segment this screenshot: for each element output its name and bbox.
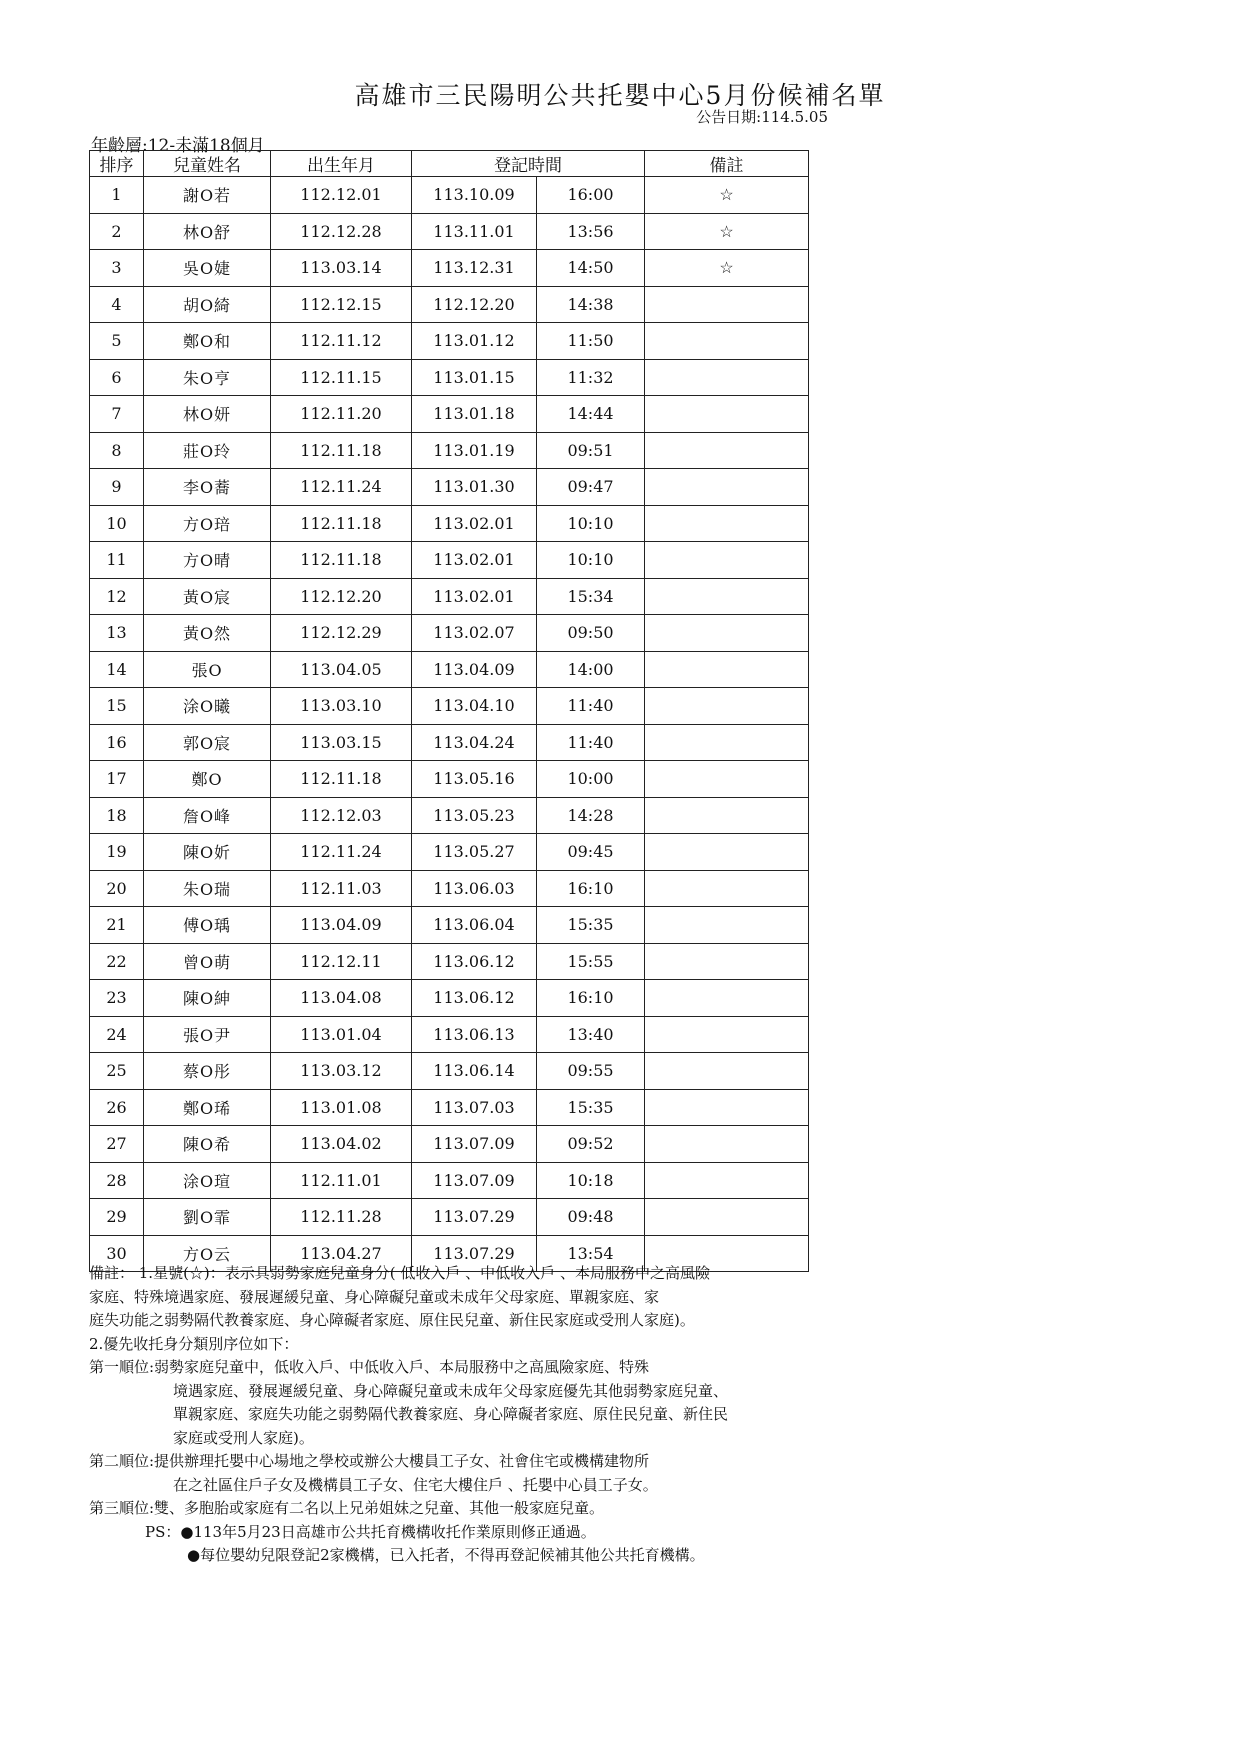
notes-section <box>89 1262 849 1568</box>
table-row <box>90 250 809 287</box>
rank-cell: 5 <box>90 323 144 360</box>
reg-time-cell: 09:52 <box>537 1126 645 1163</box>
table-row <box>90 870 809 907</box>
reg-date-cell: 113.04.10 <box>412 688 537 725</box>
table-row <box>90 1016 809 1053</box>
birth-cell: 113.04.08 <box>271 980 412 1017</box>
table-row <box>90 688 809 725</box>
reg-time-cell: 14:44 <box>537 396 645 433</box>
rank-cell: 19 <box>90 834 144 871</box>
name-cell: 莊O玲 <box>144 432 271 469</box>
note-cell <box>645 870 809 907</box>
birth-cell: 113.03.10 <box>271 688 412 725</box>
reg-date-cell: 113.05.23 <box>412 797 537 834</box>
birth-cell: 113.04.27 <box>271 1235 412 1272</box>
birth-cell: 113.03.12 <box>271 1053 412 1090</box>
reg-date-cell: 113.04.24 <box>412 724 537 761</box>
rank-cell: 28 <box>90 1162 144 1199</box>
reg-time-cell: 09:55 <box>537 1053 645 1090</box>
reg-date-cell: 113.02.01 <box>412 578 537 615</box>
birth-cell: 112.12.20 <box>271 578 412 615</box>
header-birth: 出生年月 <box>271 151 412 177</box>
note-line: 在之社區住戶子女及機構員工子女、住宅大樓住戶 、托嬰中心員工子女。 <box>173 1475 658 1494</box>
note-line: 第三順位:雙、多胞胎或家庭有二名以上兄弟姐妹之兒童、其他一般家庭兒童。 <box>89 1499 605 1517</box>
rank-cell: 29 <box>90 1199 144 1236</box>
birth-cell: 113.04.05 <box>271 651 412 688</box>
name-cell: 陳O紳 <box>144 980 271 1017</box>
reg-date-cell: 113.01.12 <box>412 323 537 360</box>
name-cell: 林O舒 <box>144 213 271 250</box>
birth-cell: 112.11.18 <box>271 505 412 542</box>
reg-time-cell: 10:10 <box>537 542 645 579</box>
name-cell: 朱O亨 <box>144 359 271 396</box>
note-line: 第二順位:提供辦理托嬰中心場地之學校或辦公大樓員工子女、社會住宅或機構建物所 <box>89 1452 650 1470</box>
rank-cell: 7 <box>90 396 144 433</box>
reg-date-cell: 113.06.14 <box>412 1053 537 1090</box>
reg-time-cell: 11:32 <box>537 359 645 396</box>
note-cell <box>645 1016 809 1053</box>
birth-cell: 112.11.18 <box>271 761 412 798</box>
birth-cell: 112.11.01 <box>271 1162 412 1199</box>
name-cell: 劉O霏 <box>144 1199 271 1236</box>
header-registration: 登記時間 <box>412 151 645 177</box>
table-row <box>90 578 809 615</box>
header-name: 兒童姓名 <box>144 151 271 177</box>
reg-date-cell: 113.01.19 <box>412 432 537 469</box>
table-row <box>90 469 809 506</box>
note-line: 庭失功能之弱勢隔代教養家庭、身心障礙者家庭、原住民兒童、新住民家庭或受刑人家庭)。 <box>89 1311 695 1329</box>
rank-cell: 30 <box>90 1235 144 1272</box>
rank-cell: 1 <box>90 177 144 214</box>
reg-time-cell: 10:00 <box>537 761 645 798</box>
table-row <box>90 396 809 433</box>
rank-cell: 23 <box>90 980 144 1017</box>
rank-cell: 10 <box>90 505 144 542</box>
note-cell <box>645 396 809 433</box>
table-row <box>90 761 809 798</box>
name-cell: 詹O峰 <box>144 797 271 834</box>
name-cell: 吳O婕 <box>144 250 271 287</box>
reg-time-cell: 16:10 <box>537 870 645 907</box>
name-cell: 張O尹 <box>144 1016 271 1053</box>
note-cell <box>645 651 809 688</box>
note-cell <box>645 980 809 1017</box>
note-cell <box>645 542 809 579</box>
birth-cell: 112.12.01 <box>271 177 412 214</box>
table-row <box>90 651 809 688</box>
rank-cell: 16 <box>90 724 144 761</box>
name-cell: 方O晴 <box>144 542 271 579</box>
reg-date-cell: 113.01.15 <box>412 359 537 396</box>
name-cell: 傅O瑀 <box>144 907 271 944</box>
reg-date-cell: 112.12.20 <box>412 286 537 323</box>
reg-time-cell: 15:35 <box>537 1089 645 1126</box>
note-cell <box>645 615 809 652</box>
page-title: 高雄市三民陽明公共托嬰中心5月份候補名單 <box>354 81 886 110</box>
table-row <box>90 286 809 323</box>
reg-date-cell: 113.06.12 <box>412 980 537 1017</box>
note-cell <box>645 286 809 323</box>
reg-time-cell: 15:35 <box>537 907 645 944</box>
rank-cell: 11 <box>90 542 144 579</box>
birth-cell: 113.03.14 <box>271 250 412 287</box>
reg-date-cell: 113.07.03 <box>412 1089 537 1126</box>
name-cell: 陳O希 <box>144 1126 271 1163</box>
reg-date-cell: 113.07.29 <box>412 1199 537 1236</box>
reg-time-cell: 13:40 <box>537 1016 645 1053</box>
note-cell <box>645 359 809 396</box>
name-cell: 郭O宸 <box>144 724 271 761</box>
reg-date-cell: 113.06.04 <box>412 907 537 944</box>
reg-date-cell: 113.10.09 <box>412 177 537 214</box>
reg-time-cell: 13:56 <box>537 213 645 250</box>
note-cell <box>645 688 809 725</box>
reg-time-cell: 11:40 <box>537 724 645 761</box>
birth-cell: 112.11.03 <box>271 870 412 907</box>
birth-cell: 112.12.29 <box>271 615 412 652</box>
note-cell <box>645 797 809 834</box>
table-row <box>90 980 809 1017</box>
table-row <box>90 323 809 360</box>
table-row <box>90 724 809 761</box>
note-cell: ☆ <box>645 213 809 250</box>
reg-date-cell: 113.01.30 <box>412 469 537 506</box>
name-cell: 涂O曦 <box>144 688 271 725</box>
rank-cell: 22 <box>90 943 144 980</box>
reg-time-cell: 09:45 <box>537 834 645 871</box>
reg-time-cell: 15:34 <box>537 578 645 615</box>
reg-time-cell: 10:10 <box>537 505 645 542</box>
reg-time-cell: 11:40 <box>537 688 645 725</box>
rank-cell: 17 <box>90 761 144 798</box>
name-cell: 曾O萌 <box>144 943 271 980</box>
ps-line: PS：●113年5月23日高雄市公共托育機構收托作業原則修正通過。 <box>145 1522 596 1541</box>
table-row <box>90 1053 809 1090</box>
name-cell: 涂O瑄 <box>144 1162 271 1199</box>
birth-cell: 113.04.02 <box>271 1126 412 1163</box>
birth-cell: 112.11.18 <box>271 432 412 469</box>
rank-cell: 26 <box>90 1089 144 1126</box>
note-cell <box>645 1199 809 1236</box>
birth-cell: 113.01.04 <box>271 1016 412 1053</box>
note-line: 境遇家庭、發展遲緩兒童、身心障礙兒童或未成年父母家庭優先其他弱勢家庭兒童、 <box>173 1381 729 1400</box>
birth-cell: 113.03.15 <box>271 724 412 761</box>
reg-time-cell: 14:38 <box>537 286 645 323</box>
birth-cell: 112.11.18 <box>271 542 412 579</box>
name-cell: 謝O若 <box>144 177 271 214</box>
rank-cell: 25 <box>90 1053 144 1090</box>
reg-date-cell: 113.06.13 <box>412 1016 537 1053</box>
name-cell: 方O云 <box>144 1235 271 1272</box>
reg-time-cell: 14:28 <box>537 797 645 834</box>
note-cell <box>645 834 809 871</box>
table-row <box>90 615 809 652</box>
reg-date-cell: 113.02.01 <box>412 505 537 542</box>
reg-date-cell: 113.04.09 <box>412 651 537 688</box>
birth-cell: 113.01.08 <box>271 1089 412 1126</box>
ps-line: ●每位嬰幼兒限登記2家機構，已入托者，不得再登記候補其他公共托育機構。 <box>187 1546 705 1564</box>
birth-cell: 113.04.09 <box>271 907 412 944</box>
announce-date: 公告日期:114.5.05 <box>696 108 828 126</box>
note-cell <box>645 1162 809 1199</box>
birth-cell: 112.11.24 <box>271 834 412 871</box>
table-row <box>90 907 809 944</box>
note-cell <box>645 943 809 980</box>
table-row <box>90 359 809 396</box>
reg-date-cell: 113.06.03 <box>412 870 537 907</box>
reg-date-cell: 113.11.01 <box>412 213 537 250</box>
rank-cell: 14 <box>90 651 144 688</box>
birth-cell: 112.12.28 <box>271 213 412 250</box>
reg-time-cell: 09:48 <box>537 1199 645 1236</box>
name-cell: 林O妍 <box>144 396 271 433</box>
note-cell <box>645 1089 809 1126</box>
header-note: 備註 <box>645 151 809 177</box>
note-line: 家庭、特殊境遇家庭、發展遲緩兒童、身心障礙兒童或未成年父母家庭、單親家庭、家 <box>89 1287 660 1306</box>
birth-cell: 112.11.28 <box>271 1199 412 1236</box>
reg-date-cell: 113.02.01 <box>412 542 537 579</box>
name-cell: 朱O瑞 <box>144 870 271 907</box>
rank-cell: 4 <box>90 286 144 323</box>
name-cell: 黃O宸 <box>144 578 271 615</box>
table-row <box>90 432 809 469</box>
rank-cell: 18 <box>90 797 144 834</box>
note-cell <box>645 578 809 615</box>
reg-date-cell: 113.07.09 <box>412 1126 537 1163</box>
note-cell <box>645 1053 809 1090</box>
note-cell <box>645 469 809 506</box>
waitlist-table <box>89 150 809 1272</box>
header-rank: 排序 <box>90 151 144 177</box>
reg-time-cell: 14:00 <box>537 651 645 688</box>
rank-cell: 2 <box>90 213 144 250</box>
rank-cell: 12 <box>90 578 144 615</box>
note-cell <box>645 724 809 761</box>
rank-cell: 21 <box>90 907 144 944</box>
rank-cell: 24 <box>90 1016 144 1053</box>
table-row <box>90 1162 809 1199</box>
reg-time-cell: 13:54 <box>537 1235 645 1272</box>
name-cell: 鄭O琋 <box>144 1089 271 1126</box>
table-row <box>90 1199 809 1236</box>
birth-cell: 112.12.11 <box>271 943 412 980</box>
table-row <box>90 542 809 579</box>
birth-cell: 112.12.15 <box>271 286 412 323</box>
birth-cell: 112.11.20 <box>271 396 412 433</box>
rank-cell: 15 <box>90 688 144 725</box>
reg-date-cell: 113.07.09 <box>412 1162 537 1199</box>
note-cell <box>645 761 809 798</box>
reg-date-cell: 113.05.27 <box>412 834 537 871</box>
name-cell: 陳O妡 <box>144 834 271 871</box>
table-row <box>90 505 809 542</box>
note-line: 家庭或受刑人家庭)。 <box>173 1428 314 1447</box>
rank-cell: 13 <box>90 615 144 652</box>
note-line: 第一順位:弱勢家庭兒童中，低收入戶、中低收入戶、本局服務中之高風險家庭、特殊 <box>89 1358 650 1376</box>
rank-cell: 20 <box>90 870 144 907</box>
name-cell: 鄭O和 <box>144 323 271 360</box>
note-cell <box>645 505 809 542</box>
birth-cell: 112.12.03 <box>271 797 412 834</box>
reg-date-cell: 113.06.12 <box>412 943 537 980</box>
table-row <box>90 797 809 834</box>
note-cell <box>645 432 809 469</box>
note-cell <box>645 907 809 944</box>
table-row <box>90 834 809 871</box>
note-cell: ☆ <box>645 177 809 214</box>
rank-cell: 8 <box>90 432 144 469</box>
reg-time-cell: 16:10 <box>537 980 645 1017</box>
table-row <box>90 1089 809 1126</box>
reg-time-cell: 11:50 <box>537 323 645 360</box>
reg-time-cell: 09:47 <box>537 469 645 506</box>
reg-time-cell: 10:18 <box>537 1162 645 1199</box>
name-cell: 胡O綺 <box>144 286 271 323</box>
table-row <box>90 1126 809 1163</box>
reg-time-cell: 15:55 <box>537 943 645 980</box>
note-line: 2.優先收托身分類別序位如下： <box>89 1334 299 1353</box>
table-header-row <box>90 151 809 177</box>
reg-date-cell: 113.07.29 <box>412 1235 537 1272</box>
table-row <box>90 943 809 980</box>
reg-time-cell: 14:50 <box>537 250 645 287</box>
rank-cell: 6 <box>90 359 144 396</box>
table-row <box>90 177 809 214</box>
note-cell <box>645 1126 809 1163</box>
note-line: 備註： 1.星號(☆)：表示具弱勢家庭兒童身分( 低收入戶 、中低收入戶 、本局服務中之高風險 <box>89 1264 710 1282</box>
reg-date-cell: 113.05.16 <box>412 761 537 798</box>
reg-time-cell: 09:50 <box>537 615 645 652</box>
reg-time-cell: 16:00 <box>537 177 645 214</box>
birth-cell: 112.11.15 <box>271 359 412 396</box>
name-cell: 李O蕎 <box>144 469 271 506</box>
note-line: 單親家庭、家庭失功能之弱勢隔代教養家庭、身心障礙者家庭、原住民兒童、新住民 <box>173 1405 729 1423</box>
reg-date-cell: 113.12.31 <box>412 250 537 287</box>
reg-date-cell: 113.02.07 <box>412 615 537 652</box>
age-group: 年齡層:12-未滿18個月 <box>91 136 265 156</box>
birth-cell: 112.11.12 <box>271 323 412 360</box>
rank-cell: 3 <box>90 250 144 287</box>
name-cell: 鄭O <box>144 761 271 798</box>
rank-cell: 9 <box>90 469 144 506</box>
name-cell: 黃O然 <box>144 615 271 652</box>
table-row <box>90 213 809 250</box>
reg-time-cell: 09:51 <box>537 432 645 469</box>
reg-date-cell: 113.01.18 <box>412 396 537 433</box>
rank-cell: 27 <box>90 1126 144 1163</box>
name-cell: 蔡O彤 <box>144 1053 271 1090</box>
note-cell: ☆ <box>645 250 809 287</box>
name-cell: 張O <box>144 651 271 688</box>
name-cell: 方O琣 <box>144 505 271 542</box>
note-cell <box>645 323 809 360</box>
birth-cell: 112.11.24 <box>271 469 412 506</box>
